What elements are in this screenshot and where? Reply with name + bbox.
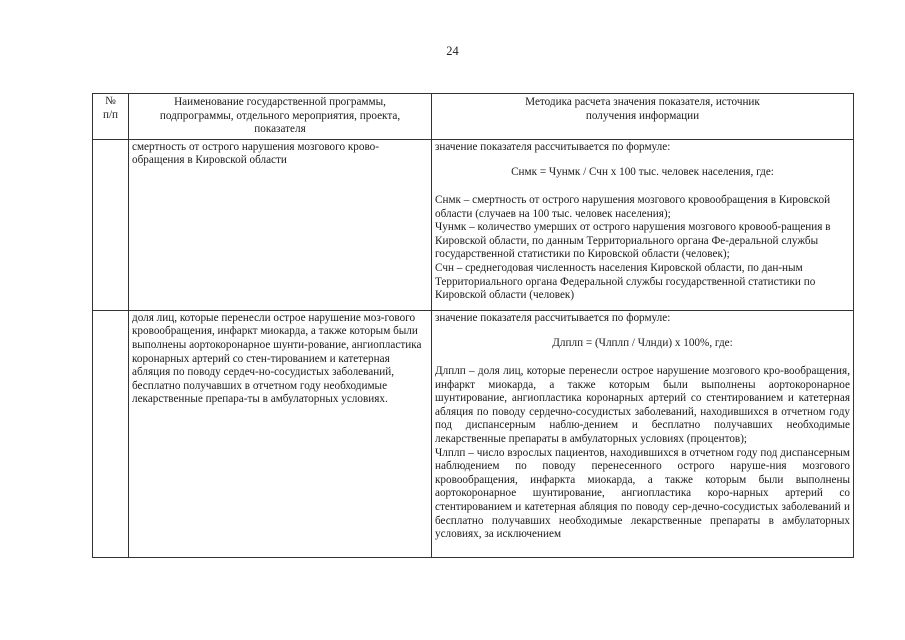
row-name-cell: смертность от острого нарушения мозгового крово-обращения в Кировской области xyxy=(129,139,432,310)
page-number: 24 xyxy=(446,44,459,58)
header-num: № п/п xyxy=(93,94,129,140)
header-name: Наименование государственной программы, подпрограммы, отдельного мероприятия, проекта, показателя xyxy=(129,94,432,140)
formula: Снмк = Чунмк / Счн х 100 тыс. человек населения, где: xyxy=(511,166,774,179)
formula-intro: значение показателя рассчитывается по формуле: xyxy=(435,140,671,153)
formula-intro: значение показателя рассчитывается по формуле: xyxy=(435,311,671,324)
row-num-cell xyxy=(93,139,129,310)
table-row xyxy=(93,310,854,557)
definition: Члплп – число взрослых пациентов, находившихся в отчетном году под диспансерным наблюдением по поводу перенесенного острого наруше-ния мозгового кровообращения, инфаркта миокарда, а также которым были выполнены аортокоронарное шунтирование, ангиопластика коро-нарных артерий со стентированием и катетерная абляция по поводу сер-дечно-сосудистых заболеваний и бесплатно получавших необходимые лекарственные препараты в амбулаторных условиях, за исключением xyxy=(435,446,850,541)
definition: Длплп – доля лиц, которые перенесли острое нарушение мозгового кро-вообращения, инфаркт миокарда, а также которым были выполнены аортокоронарное шунтирование, ангиопластика коронарных артерий со стентированием и катетерная абляция по поводу сердечно-сосудистых заболеваний, находившихся в отчетном году под диспансерным наблю-дением и бесплатно получавших необходимые лекарственные препараты в амбулаторных условиях (процентов); xyxy=(435,364,850,445)
definition: Счн – среднегодовая численность населения Кировской области, по дан-ным Территориального органа Федеральной службы государственной статистики по Кировской области (человек) xyxy=(435,261,816,302)
row-method-cell xyxy=(432,310,854,557)
row-name-cell: доля лиц, которые перенесли острое нарушение моз-гового кровообращения, инфаркт миокарда, а также которым были выполнены аортокоронарное шунти-рование, ангиопластика коронарных артерий со стен-тированием и катетерная абляция по поводу сердеч-но-сосудистых заболеваний, бесплатно получавших в отчетном году необходимые лекарственные препара-ты в амбулаторных условиях. xyxy=(129,310,432,557)
row-num-cell xyxy=(93,310,129,557)
definition: Чунмк – количество умерших от острого нарушения мозгового кровооб-ращения в Кировской области, по данным Территориального органа Фе-деральной службы государственной статистики по Кировской области (человек); xyxy=(435,221,831,261)
header-method: Методика расчета значения показателя, источник получения информации xyxy=(432,94,854,140)
indicator-table xyxy=(92,93,854,558)
row-method-cell xyxy=(432,139,854,310)
definition: Снмк – смертность от острого нарушения мозгового кровообращения в Кировской области (случаев на 100 тыс. человек населения); xyxy=(435,193,831,220)
formula: Длплп = (Члплп / Члнди) х 100%, где: xyxy=(552,337,733,350)
table-header-row xyxy=(93,94,854,140)
table-row xyxy=(93,139,854,310)
